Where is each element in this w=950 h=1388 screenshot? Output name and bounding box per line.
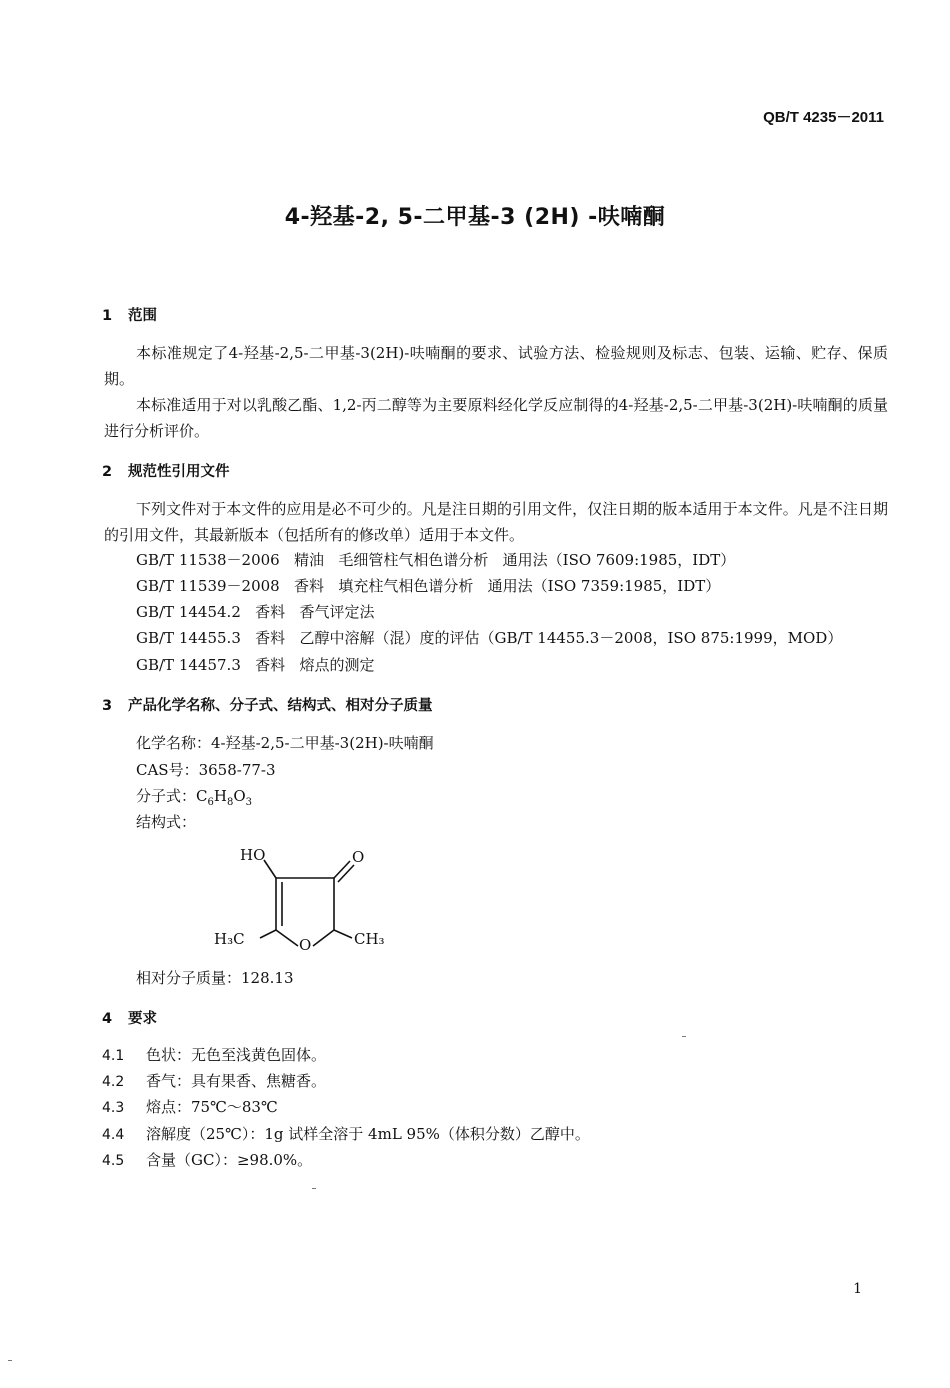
scan-speck	[682, 1036, 686, 1037]
ring-o-label: O	[299, 936, 312, 954]
requirement-number: 4.4	[102, 1127, 125, 1143]
section-title: 产品化学名称、分子式、结构式、相对分子质量	[128, 698, 433, 714]
cas-number: CAS号：3658-77-3	[136, 761, 276, 779]
molecular-formula	[136, 786, 252, 813]
bond-o1-c2	[313, 930, 334, 946]
scan-speck	[8, 1360, 12, 1361]
requirement-item	[102, 1097, 278, 1118]
formula-element-o: O	[233, 787, 246, 805]
section-1-paragraph-2: 本标准适用于对以乳酸乙酯、1,2-丙二醇等为主要原料经化学反应制得的4-羟基-2,5-二甲基-3(2H)-呋喃酮的质量进行分析评价。	[104, 396, 888, 440]
requirement-text: 色状：无色至浅黄色固体。	[146, 1046, 327, 1064]
bond-c3-o-double	[338, 865, 354, 882]
formula-label: 分子式：	[136, 787, 197, 805]
requirement-number: 4.1	[102, 1048, 125, 1064]
section-1-heading	[102, 304, 157, 325]
requirement-item	[102, 1124, 590, 1145]
section-number: 2	[102, 464, 113, 480]
document-title: 4-羟基-2, 5-二甲基-3 (2H) -呋喃酮	[284, 205, 666, 230]
bond-c5-o1	[276, 930, 298, 946]
section-title: 要求	[128, 1011, 157, 1027]
reference-item: GB/T 11538－2006 精油 毛细管柱气相色谱分析 通用法（ISO 7609:1985，IDT）	[136, 551, 736, 569]
requirement-text: 含量（GC）：≥98.0%。	[146, 1151, 313, 1169]
structure-bonds	[260, 860, 354, 946]
reference-item: GB/T 14455.3 香料 乙醇中溶解（混）度的评估（GB/T 14455.3－2008，ISO 875:1999，MOD）	[136, 629, 843, 647]
reference-item: GB/T 14457.3 香料 熔点的测定	[136, 656, 375, 674]
section-number: 4	[102, 1011, 113, 1027]
formula-count-c: 6	[207, 797, 214, 808]
standard-number: QB/T 4235－2011	[763, 109, 884, 126]
bond-c3-o	[334, 861, 350, 878]
structural-formula	[210, 838, 410, 958]
structure-labels	[214, 846, 385, 954]
requirement-item	[102, 1071, 326, 1092]
section-4-heading	[102, 1007, 157, 1028]
formula-element-c: C	[196, 787, 208, 805]
ho-label: HO	[240, 846, 266, 864]
requirement-item	[102, 1045, 326, 1066]
section-2-paragraph-1: 下列文件对于本文件的应用是必不可少的。凡是注日期的引用文件，仅注日期的版本适用于本文件。凡是不注日期的引用文件，其最新版本（包括所有的修改单）适用于本文件。	[104, 500, 888, 544]
bond-c2-ch3	[334, 930, 352, 938]
requirement-number: 4.3	[102, 1100, 125, 1116]
bond-c5-ch3	[260, 930, 276, 938]
requirement-text: 香气：具有果香、焦糖香。	[146, 1072, 327, 1090]
formula-count-o: 3	[245, 797, 253, 808]
section-number: 3	[102, 698, 113, 714]
section-title: 范围	[128, 308, 157, 324]
molecular-weight: 相对分子质量：128.13	[136, 969, 294, 987]
section-3-heading	[102, 694, 433, 715]
ch3-label: CH₃	[354, 930, 385, 948]
requirement-number: 4.5	[102, 1153, 125, 1169]
bond-c4-oh	[264, 860, 276, 878]
reference-item: GB/T 11539－2008 香料 填充柱气相色谱分析 通用法（ISO 7359:1985，IDT）	[136, 577, 721, 595]
requirement-text: 熔点：75℃～83℃	[146, 1098, 278, 1116]
requirement-text: 溶解度（25℃）：1g 试样全溶于 4mL 95%（体积分数）乙醇中。	[146, 1125, 590, 1143]
section-1-paragraph-1: 本标准规定了4-羟基-2,5-二甲基-3(2H)-呋喃酮的要求、试验方法、检验规则及标志、包装、运输、贮存、保质期。	[104, 344, 888, 388]
requirement-item	[102, 1150, 312, 1171]
section-2-heading	[102, 460, 230, 481]
scan-speck	[312, 1188, 316, 1189]
section-number: 1	[102, 308, 113, 324]
formula-count-h: 8	[226, 797, 234, 808]
h3c-label: H₃C	[214, 930, 245, 948]
section-title: 规范性引用文件	[128, 464, 230, 480]
chemical-name: 化学名称：4-羟基-2,5-二甲基-3(2H)-呋喃酮	[136, 734, 434, 752]
requirement-number: 4.2	[102, 1074, 125, 1090]
ketone-o-label: O	[352, 848, 365, 866]
formula-element-h: H	[213, 787, 227, 805]
structure-label: 结构式：	[136, 813, 197, 831]
reference-item: GB/T 14454.2 香料 香气评定法	[136, 603, 375, 621]
page-number: 1	[853, 1281, 862, 1297]
